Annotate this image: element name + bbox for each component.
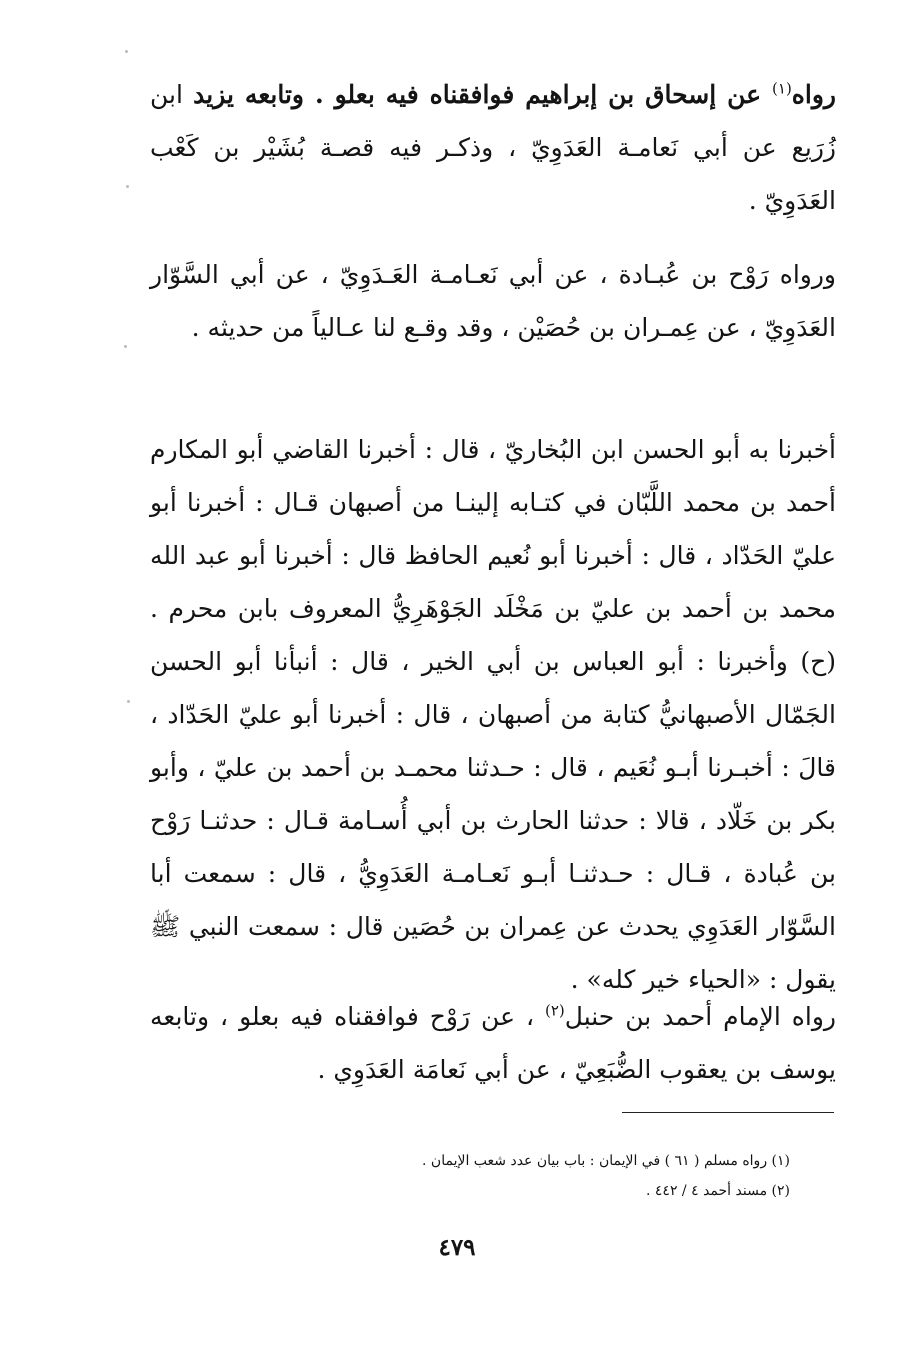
scan-speck bbox=[124, 345, 127, 348]
paragraph-4-lead: رواه الإمام أحمد بن حنبل bbox=[564, 1002, 836, 1031]
footnote-2: (٢) مسند أحمد ٤ / ٤٤٢ . bbox=[646, 1183, 790, 1199]
paragraph-4-rest: ، عن رَوْح فوافقناه فيه بعلو ، وتابعه يوسف بن يعقوب الضُّبَعِيّ ، عن أبي نَعامَة العَدَوِي . bbox=[150, 1002, 836, 1084]
scan-speck bbox=[126, 185, 129, 188]
paragraph-1-body: ابن زُرَيع عن أبي نَعامـة العَدَوِيّ ، وذكـر فيه قصـة بُشَيْر بن كَعْب العَدَوِيّ . bbox=[150, 80, 836, 215]
scan-speck bbox=[127, 700, 130, 703]
footnote-ref-1: (١) bbox=[772, 79, 792, 98]
paragraph-4 bbox=[150, 990, 836, 1096]
page-number: ٤٧٩ bbox=[438, 1234, 476, 1261]
paragraph-1-bold-rest: عن إسحاق بن إبراهيم فوافقناه فيه بعلو . وتابعه يزيد bbox=[193, 80, 773, 109]
paragraph-1 bbox=[150, 68, 836, 227]
paragraph-4-text bbox=[150, 990, 836, 1096]
paragraph-2 bbox=[150, 248, 836, 354]
footnote-separator bbox=[622, 1112, 834, 1113]
paragraph-3 bbox=[150, 423, 836, 1006]
paragraph-1-text bbox=[150, 68, 836, 227]
scan-speck bbox=[125, 50, 128, 53]
paragraph-3-text: أخبرنا به أبو الحسن ابن البُخاريّ ، قال : أخبرنا القاضي أبو المكارم أحمد بن محمد اللَّبّان في كتـابه إلينـا من أصبهان قـال : أخبرنا أبو عليّ الحَدّاد ، قال : أخبرنا أبو نُعيم الحافظ قال : أخبرنا أبو عبد الله محمد بن أحمد بن عليّ بن مَخْلَد الجَوْهَرِيُّ المعروف بابن محرم . (ح) وأخبرنا : أبو العباس بن أبي الخير ، قال : أنبأنا أبو الحسن الجَمّال الأصبهانيُّ كتابة من أصبهان ، قال : أخبرنا أبو عليّ الحَدّاد ، قالَ : أخبـرنا أبـو نُعَيم ، قال : حـدثنا محمـد بن أحمد بن عليّ ، وأبو بكر بن خَلّاد ، قالا : حدثنا الحارث بن أبي أُسـامة قـال : حدثنـا رَوْح بن عُبادة ، قـال : حـدثنـا أبـو نَعـامـة العَدَوِيُّ ، قال : سمعت أبا السَّوّار العَدَوِي يحدث عن عِمران بن حُصَين قال : سمعت النبي ﷺ يقول : «الحياء خير كله» . bbox=[150, 435, 836, 994]
paragraph-2-text: ورواه رَوْح بن عُبـادة ، عن أبي نَعـامـة العَـدَوِيّ ، عن أبي السَّوّار العَدَوِيّ ، عن عِمـران بن حُصَيْن ، وقد وقـع لنا عـالياً من حديثه . bbox=[150, 260, 836, 342]
footnote-1: (١) رواه مسلم ( ٦١ ) في الإيمان : باب بيان عدد شعب الإيمان . bbox=[422, 1153, 790, 1169]
footnote-ref-2: (٢) bbox=[545, 1001, 565, 1020]
footnotes bbox=[300, 1146, 790, 1206]
paragraph-1-bold-lead: رواه bbox=[791, 80, 836, 109]
